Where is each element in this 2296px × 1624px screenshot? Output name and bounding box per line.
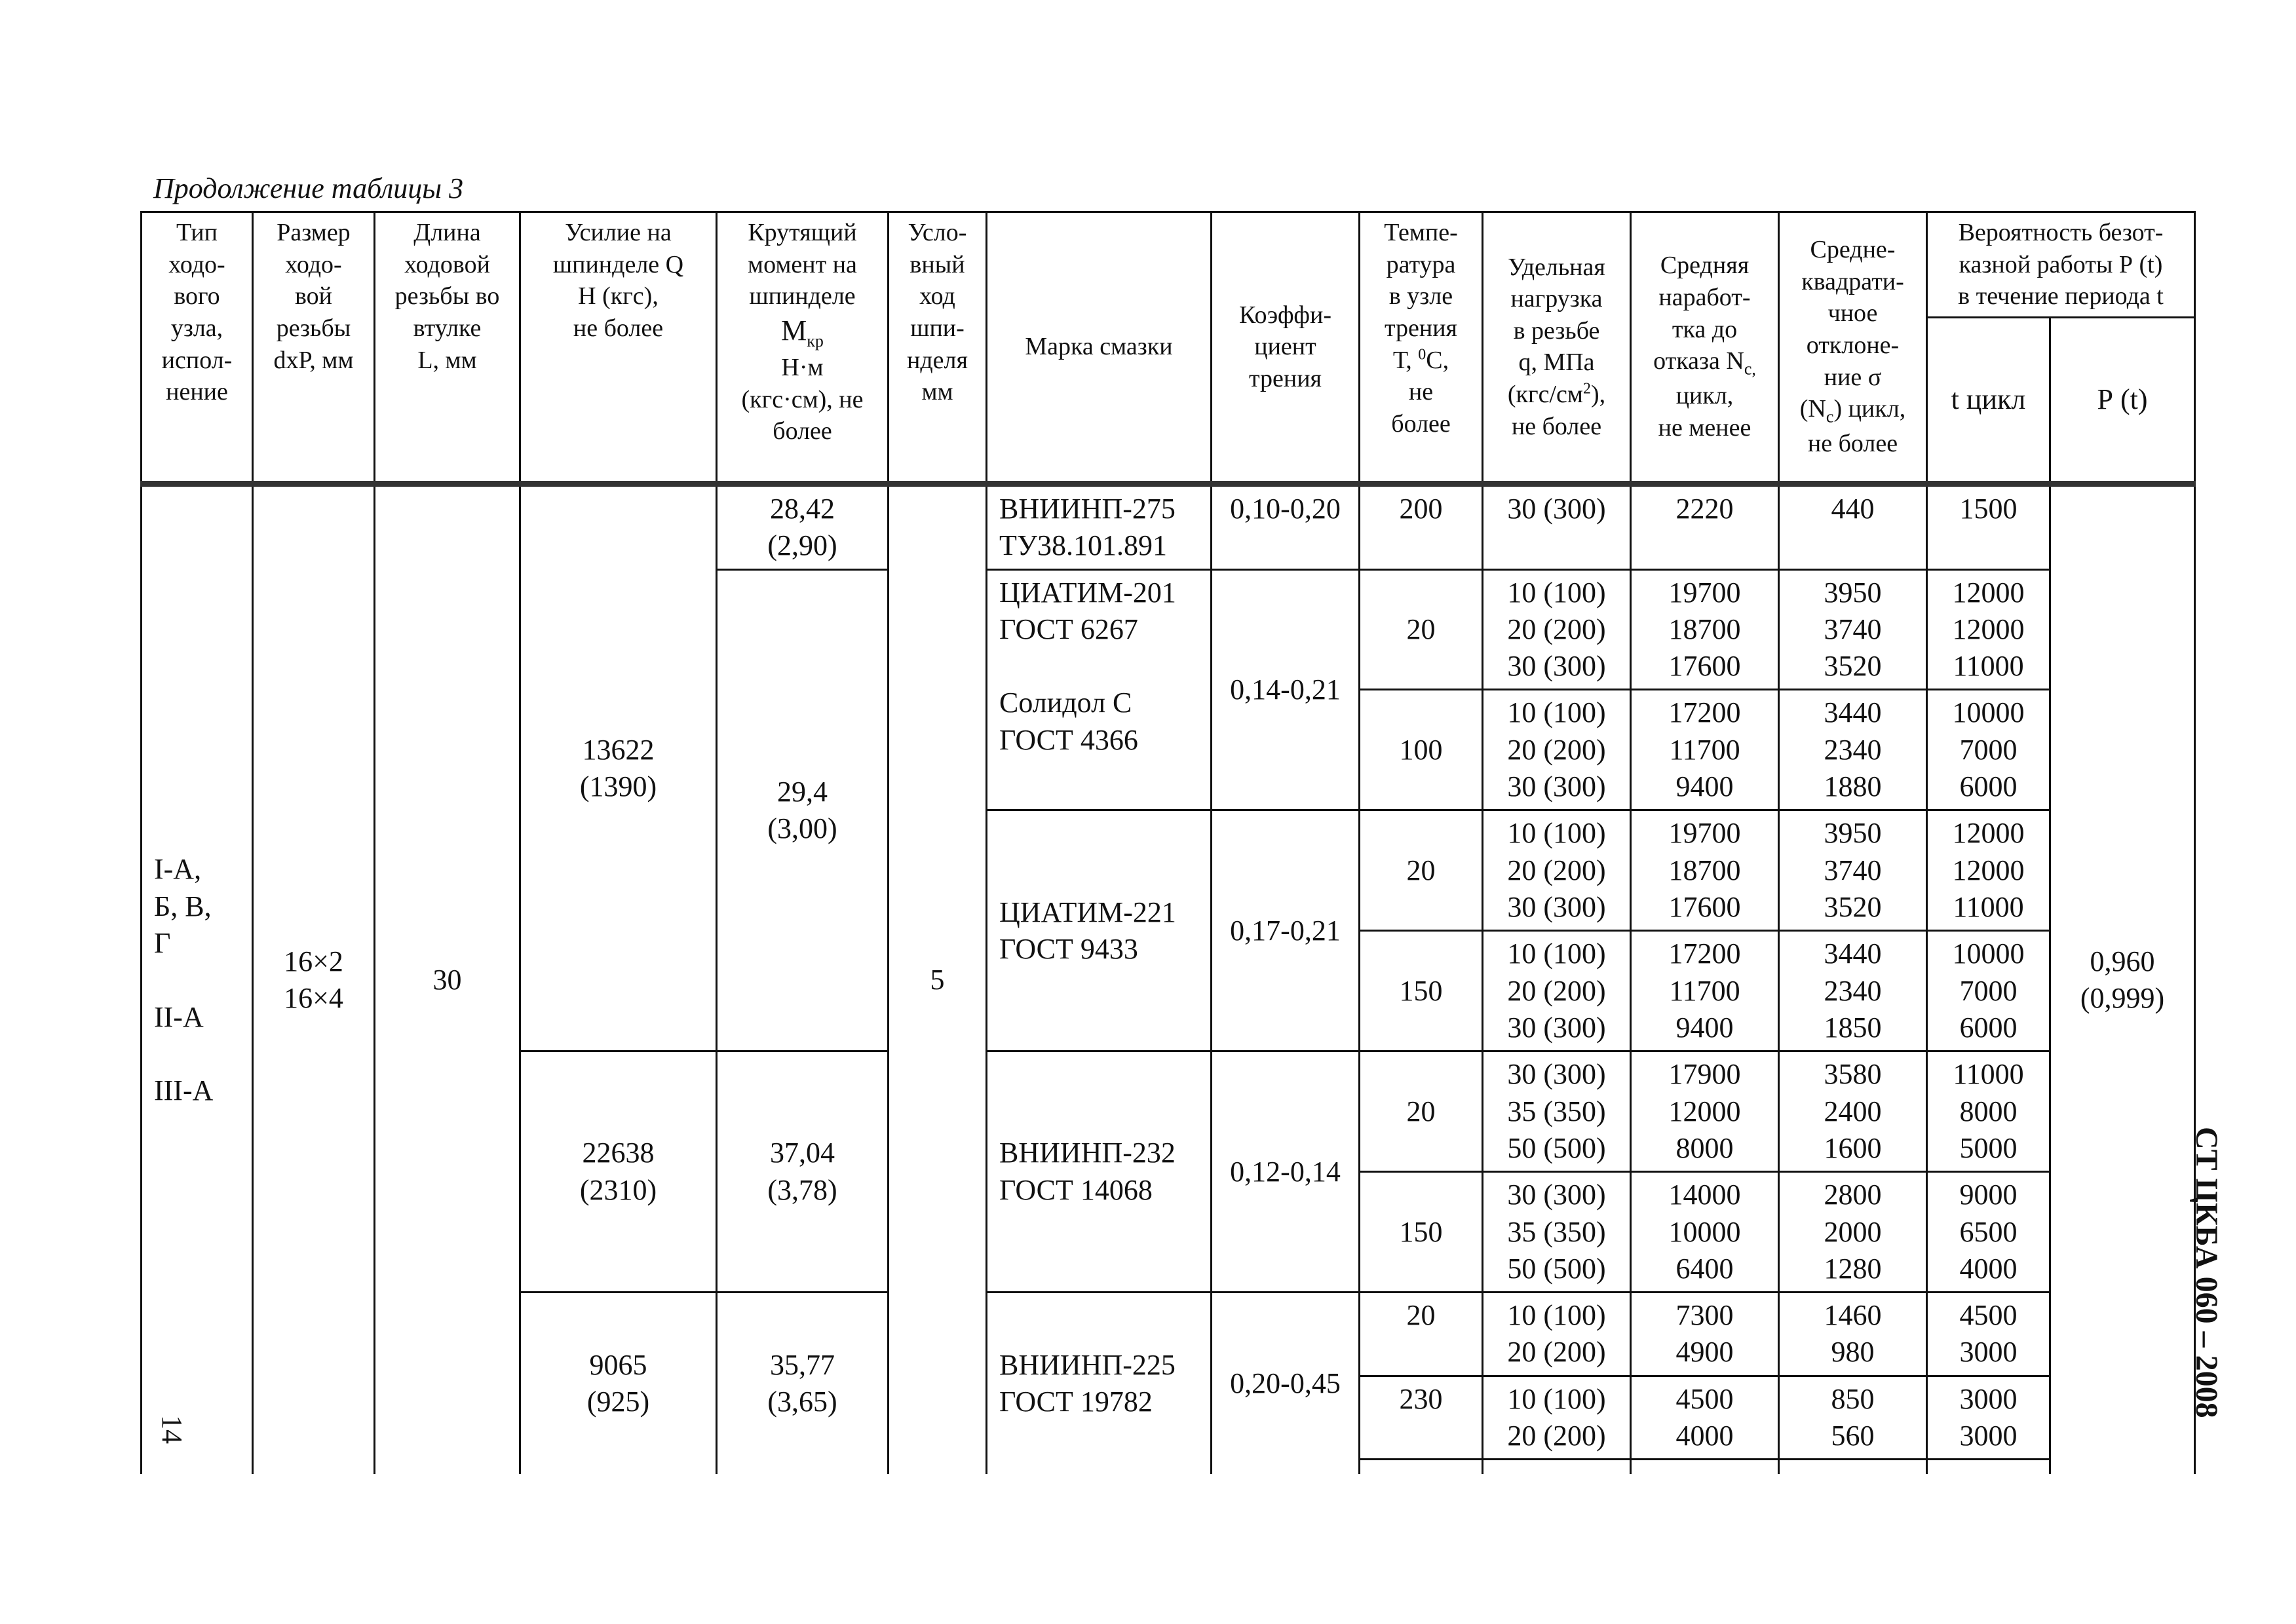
sigma-cell (1779, 810, 1927, 931)
load-cell (1483, 483, 1631, 569)
mtbf-cell (1631, 931, 1779, 1051)
t-cycle-cell (1927, 810, 2050, 931)
text-line: 11000 (1953, 650, 2024, 683)
text-line: ЦИАТИМ-201 (999, 576, 1176, 609)
t-cycle-cell (1927, 1172, 2050, 1293)
text-line: 50 (500) (1507, 1252, 1606, 1285)
text-line: 30 (300) (1507, 891, 1606, 923)
header-torque: Крутящий момент на шпинделе $М_{кр}$ Н·м (кгс·см), не более (717, 212, 889, 484)
text-line: 3580 (1824, 1058, 1882, 1091)
text-line: 2000 (1824, 1215, 1882, 1248)
mtbf-cell (1631, 690, 1779, 810)
text-line: 10 (100) (1507, 817, 1606, 850)
text-line: 17900 (1668, 1058, 1741, 1091)
stroke-cell: 5 (889, 483, 987, 1474)
text-line: Б, В, (154, 890, 212, 922)
mtbf-cell (1631, 569, 1779, 690)
text-line: 30 (300) (1507, 492, 1606, 525)
header-type (142, 212, 253, 484)
temp-cell: 20 (1360, 1293, 1483, 1376)
text-line: 12000 (1952, 854, 2025, 886)
text-line: 30 (300) (1507, 1011, 1606, 1044)
header-std-deviation: Средне- квадрати- чное отклоне- ние σ $(N_c)$ цикл, не более (1779, 212, 1927, 484)
text-line: 850 (1831, 1382, 1875, 1415)
load-cell (1483, 1051, 1631, 1172)
text-line: 4500 (1959, 1299, 2018, 1332)
text-line: 11700 (1669, 733, 1740, 766)
text-line: (3,65) (767, 1386, 837, 1418)
text-line: Крутящий (748, 219, 857, 246)
text-line: 1600 (1824, 1131, 1882, 1164)
text-line: 30 (300) (1507, 1179, 1606, 1211)
mtbf-cell (1631, 1172, 1779, 1293)
text-line: 7000 (1959, 733, 2018, 766)
header-mtbf: Средняя наработ- тка до отказа $N_{c,}$ цикл, не менее (1631, 212, 1779, 484)
text-line: 4000 (1959, 1252, 2018, 1285)
text-line: 5000 (1959, 1131, 2018, 1164)
text-line: ВНИИНП-275 (999, 492, 1176, 525)
text-line: Темпе- (1384, 219, 1458, 246)
text-line: момент на (748, 250, 857, 278)
tail-cell (1779, 1460, 1927, 1474)
torque-cell (717, 483, 889, 569)
text-line: более (1391, 409, 1451, 438)
text-line: 2220 (1675, 492, 1734, 525)
load-cell (1483, 1172, 1631, 1293)
data-table (140, 211, 2196, 1474)
text-line: (2,90) (767, 529, 837, 562)
torque-cell (717, 569, 889, 1051)
text-line: 8000 (1959, 1095, 2018, 1127)
text-line: 3000 (1959, 1420, 2018, 1452)
text-line: dxP, мм (273, 346, 354, 374)
text-line: 10 (100) (1507, 1382, 1606, 1415)
text-line: Размер (277, 219, 351, 246)
t-cycle-cell (1927, 569, 2050, 690)
text-line: Длина (413, 219, 481, 246)
text-line: 12000 (1952, 576, 2025, 609)
text-line: казной работы Р (t) (1959, 250, 2163, 278)
text-line: 4500 (1675, 1382, 1734, 1415)
sigma-cell (1779, 690, 1927, 810)
temp-cell: 20 (1360, 569, 1483, 690)
text-line: Н (кгс), (578, 282, 659, 311)
text-line: Удельная (1508, 253, 1605, 281)
mtbf-cell (1631, 483, 1779, 569)
text-line: вой (294, 282, 333, 311)
t-cycle-cell (1927, 1293, 2050, 1376)
text-line: ходо- (285, 250, 342, 278)
t-cycle-cell (1927, 483, 2050, 569)
page-number: 14 (156, 1415, 188, 1444)
lubricant-cell (987, 569, 1212, 810)
temp-cell: 200 (1360, 483, 1483, 569)
text-line: шпинделе (749, 282, 856, 311)
header-p-t: Р (t) (2050, 317, 2195, 483)
text-line: цикл, (1675, 382, 1734, 410)
text-line: 29,4 (777, 775, 828, 808)
text-line: (3,00) (767, 812, 837, 844)
text-line: 17600 (1668, 891, 1741, 923)
text-line: 17600 (1668, 650, 1741, 683)
text-line: 18700 (1668, 854, 1741, 886)
text-line: в резьбе (1513, 316, 1600, 345)
text-line: 30 (300) (1507, 650, 1606, 683)
text-line: 3520 (1824, 650, 1882, 683)
text-line: квадрати- (1801, 267, 1904, 295)
text-line: 1880 (1824, 770, 1882, 803)
text-line: 20 (200) (1507, 854, 1606, 886)
tail-cell (1927, 1460, 2050, 1474)
document-code: СТ ЦКБА 060 – 2008 (2189, 1127, 2224, 1418)
text-line: 11000 (1953, 1058, 2024, 1091)
text-line: 22638 (582, 1137, 655, 1169)
text-line: 2800 (1824, 1179, 1882, 1211)
table-row (142, 483, 2195, 569)
text-line: 10000 (1668, 1215, 1741, 1248)
force-cell (520, 1051, 717, 1293)
text-line: 11700 (1669, 974, 1740, 1007)
text-line: 3520 (1824, 891, 1882, 923)
text-line: (0,999) (2080, 982, 2165, 1015)
t-cycle-cell (1927, 1376, 2050, 1460)
text-line: 10 (100) (1507, 937, 1606, 970)
sigma-cell (1779, 569, 1927, 690)
text-line: (2310) (579, 1173, 657, 1206)
text-line: 12000 (1952, 817, 2025, 850)
lubricant-cell (987, 1293, 1212, 1474)
header-t-cycle: t цикл (1927, 317, 2050, 483)
text-line: 2340 (1824, 733, 1882, 766)
text-line: 11000 (1953, 891, 2024, 923)
text-line: 30 (300) (1507, 1058, 1606, 1091)
t-cycle-cell (1927, 931, 2050, 1051)
force-cell (520, 1293, 717, 1474)
type-cell (142, 483, 253, 1474)
text-line: 1280 (1824, 1252, 1882, 1285)
text-line: не (1408, 378, 1434, 406)
text-line: 35,77 (770, 1348, 835, 1381)
temp-cell: 150 (1360, 931, 1483, 1051)
text-line: (1390) (579, 770, 657, 803)
text-line: чное (1827, 299, 1878, 328)
text-line: 19700 (1668, 817, 1741, 850)
text-line: Вероятность безот- (1958, 219, 2164, 246)
header-stroke (889, 212, 987, 484)
text-line: 3950 (1824, 817, 1882, 850)
text-line: (кгс·см), не (741, 385, 864, 413)
text-line: втулке (413, 314, 482, 342)
load-cell (1483, 931, 1631, 1051)
text-line: ходовой (404, 250, 490, 278)
lubricant-cell (987, 810, 1212, 1051)
text-line: 9400 (1675, 770, 1734, 803)
text-line: трения (1248, 364, 1322, 392)
mtbf-cell (1631, 1051, 1779, 1172)
load-cell (1483, 569, 1631, 690)
text-line: II-А (154, 1000, 204, 1033)
text-line: наработ- (1658, 284, 1751, 312)
table-caption: Продолжение таблицы 3 (153, 172, 464, 204)
temp-cell: 230 (1360, 1376, 1483, 1460)
text-line: циент (1254, 333, 1316, 361)
text-line: ходо- (168, 250, 225, 278)
tail-cell (1360, 1460, 1483, 1474)
text-line: 6500 (1959, 1215, 2018, 1248)
text-line: 9000 (1959, 1179, 2018, 1211)
text-line: 10 (100) (1507, 1299, 1606, 1332)
text-line: 20 (200) (1507, 1420, 1606, 1452)
text-line: III-А (154, 1074, 214, 1107)
sigma-cell (1779, 1376, 1927, 1460)
text-line: 35 (350) (1507, 1095, 1606, 1127)
text-line: 2340 (1824, 974, 1882, 1007)
length-cell: 30 (375, 483, 520, 1474)
text-line: вный (909, 250, 965, 278)
text-line: Г (154, 926, 171, 959)
sigma-cell (1779, 1051, 1927, 1172)
text-line: 3740 (1824, 613, 1882, 645)
text-line: 4900 (1675, 1336, 1734, 1369)
text-line: нделя (907, 346, 968, 374)
text-line: 1500 (1959, 492, 2018, 525)
text-line: шпи- (910, 314, 965, 342)
text-line: 2400 (1824, 1095, 1882, 1127)
text-line: ВНИИНП-225 (999, 1348, 1176, 1381)
tail-cell (1483, 1460, 1631, 1474)
header-row (142, 212, 2195, 318)
text-line: Коэффи- (1238, 301, 1331, 329)
text-line: в узле (1388, 282, 1453, 311)
header-probability (1927, 212, 2195, 318)
text-line: ГОСТ 9433 (999, 932, 1138, 965)
force-cell (520, 483, 717, 1051)
text-line: Усилие на (565, 219, 672, 246)
text-line (999, 648, 1206, 685)
text-line: 0,960 (2090, 945, 2155, 978)
text-line: 13622 (582, 733, 655, 766)
text-line: q, МПа (1518, 349, 1595, 377)
text-line: ЦИАТИМ-221 (999, 896, 1176, 928)
text-line: 3000 (1959, 1336, 2018, 1369)
text-line: 20 (200) (1507, 974, 1606, 1007)
load-cell (1483, 1376, 1631, 1460)
text-line: 6000 (1959, 1011, 2018, 1044)
friction-cell: 0,12-0,14 (1212, 1051, 1360, 1293)
text-line: 3440 (1824, 696, 1882, 729)
text-line: 12000 (1952, 613, 2025, 645)
text-line: 8000 (1675, 1131, 1734, 1164)
text-line: Усло- (908, 219, 967, 246)
sigma-cell (1779, 1293, 1927, 1376)
header-thread-size (253, 212, 375, 484)
text-line: 10 (100) (1507, 576, 1606, 609)
lubricant-cell (987, 1051, 1212, 1293)
text-line: 18700 (1668, 613, 1741, 645)
text-line: ВНИИНП-232 (999, 1137, 1176, 1169)
text-line: отклоне- (1806, 331, 1900, 359)
text-line: (3,78) (767, 1173, 837, 1206)
sigma-cell (1779, 1172, 1927, 1293)
text-line: 20 (200) (1507, 733, 1606, 766)
text-line: 20 (200) (1507, 1336, 1606, 1369)
friction-cell: 0,20-0,45 (1212, 1293, 1360, 1474)
text-line: L, мм (417, 346, 477, 374)
text-line: нагрузка (1510, 285, 1603, 313)
text-line: 37,04 (770, 1137, 835, 1169)
text-line: ГОСТ 4366 (999, 723, 1138, 756)
text-line: 19700 (1668, 576, 1741, 609)
text-line: Средняя (1660, 252, 1750, 280)
text-line: 20 (200) (1507, 613, 1606, 645)
load-cell (1483, 810, 1631, 931)
text-line: 50 (500) (1507, 1131, 1606, 1164)
text-line: 1460 (1824, 1299, 1882, 1332)
text-line: 9065 (589, 1348, 647, 1381)
mtbf-cell (1631, 1293, 1779, 1376)
text-line: не более (573, 314, 664, 342)
text-line: 3740 (1824, 854, 1882, 886)
mtbf-cell (1631, 810, 1779, 931)
text-line: 16×4 (284, 982, 343, 1015)
text-line: I-А, (154, 853, 202, 886)
text-line: резьбы (276, 314, 351, 342)
header-friction (1212, 212, 1360, 484)
text-line (154, 962, 248, 998)
text-line: 17200 (1668, 937, 1741, 970)
friction-cell: 0,14-0,21 (1212, 569, 1360, 810)
temp-cell: 100 (1360, 690, 1483, 810)
text-line: испол- (161, 346, 233, 374)
friction-cell: 0,10-0,20 (1212, 483, 1360, 569)
torque-cell (717, 1051, 889, 1293)
text-line (154, 1036, 248, 1072)
text-line: ГОСТ 14068 (999, 1173, 1153, 1206)
text-line: 30 (300) (1507, 770, 1606, 803)
text-line: 35 (350) (1507, 1215, 1606, 1248)
text-line: 10000 (1952, 937, 2025, 970)
load-cell (1483, 690, 1631, 810)
text-line: вого (174, 282, 220, 311)
text-line: (925) (586, 1386, 650, 1418)
text-line: Н·м (781, 353, 824, 381)
header-lubricant: Марка смазки (987, 212, 1212, 484)
text-line: 7000 (1959, 974, 2018, 1007)
text-line: мм (921, 378, 953, 406)
text-line: 3950 (1824, 576, 1882, 609)
text-line: трения (1384, 314, 1458, 342)
text-line: резьбы во (394, 282, 500, 311)
text-line: Средне- (1810, 236, 1896, 264)
text-line: 6400 (1675, 1252, 1734, 1285)
header-specific-load: Удельная нагрузка в резьбе q, МПа $(кгс/см^2)$, не более (1483, 212, 1631, 484)
text-line: нение (166, 378, 228, 406)
text-line: тка до (1672, 315, 1738, 343)
tail-cell (1631, 1460, 1779, 1474)
text-line: 28,42 (770, 492, 835, 525)
text-line: ход (919, 282, 955, 311)
text-line: 1850 (1824, 1011, 1882, 1044)
text-line: 17200 (1668, 696, 1741, 729)
lubricant-cell (987, 483, 1212, 569)
torque-cell (717, 1293, 889, 1474)
text-line: ратура (1386, 250, 1456, 278)
header-temperature: Темпе- ратура в узле трения Т, $^0$С, не более (1360, 212, 1483, 484)
text-line: 980 (1831, 1336, 1875, 1369)
text-line: более (773, 417, 832, 445)
text-line: 3440 (1824, 937, 1882, 970)
temp-cell: 150 (1360, 1172, 1483, 1293)
text-line: 16×2 (284, 945, 343, 978)
text-line: ТУ38.101.891 (999, 529, 1168, 562)
text-line: шпинделе Q (552, 250, 684, 278)
text-line: 14000 (1668, 1179, 1741, 1211)
size-cell (253, 483, 375, 1474)
sigma-cell (1779, 483, 1927, 569)
text-line: не менее (1658, 413, 1751, 442)
header-thread-length (375, 212, 520, 484)
temp-cell: 20 (1360, 810, 1483, 931)
text-line: 6000 (1959, 770, 2018, 803)
text-line: 7300 (1675, 1299, 1734, 1332)
t-cycle-cell (1927, 1051, 2050, 1172)
load-cell (1483, 1293, 1631, 1376)
text-line: ГОСТ 19782 (999, 1386, 1153, 1418)
text-line: Тип (176, 219, 218, 246)
text-line: 9400 (1675, 1011, 1734, 1044)
t-cycle-cell (1927, 690, 2050, 810)
friction-cell: 0,17-0,21 (1212, 810, 1360, 1051)
text-line: в течение периода t (1958, 282, 2164, 311)
text-line: узла, (170, 314, 223, 342)
text-line: ГОСТ 6267 (999, 613, 1138, 645)
text-line: Солидол С (999, 687, 1132, 719)
text-line: 4000 (1675, 1420, 1734, 1452)
mtbf-cell (1631, 1376, 1779, 1460)
text-line: 12000 (1668, 1095, 1741, 1127)
text-line: 560 (1831, 1420, 1875, 1452)
text-line: 10 (100) (1507, 696, 1606, 729)
text-line: 3000 (1959, 1382, 2018, 1415)
sigma-cell (1779, 931, 1927, 1051)
probability-cell (2050, 483, 2195, 1474)
header-force (520, 212, 717, 484)
text-line: 440 (1831, 492, 1875, 525)
temp-cell: 20 (1360, 1051, 1483, 1172)
text-line: 10000 (1952, 696, 2025, 729)
